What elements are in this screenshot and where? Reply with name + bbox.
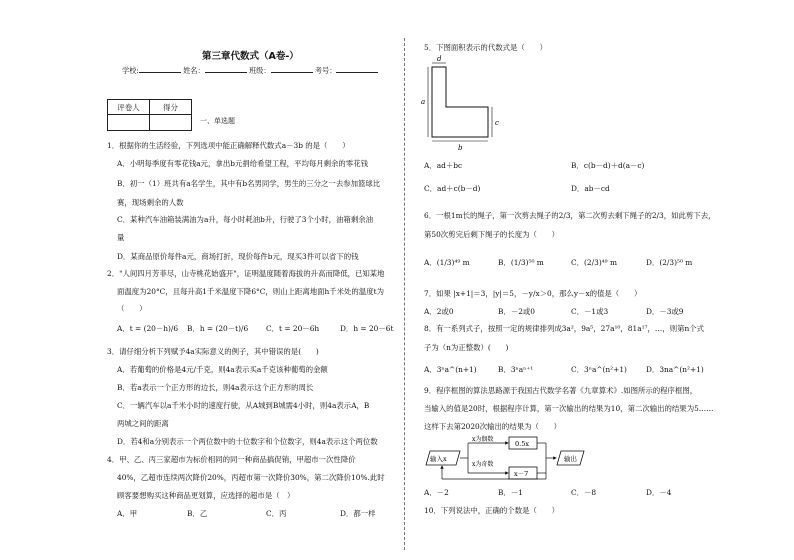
- q9-option-b[interactable]: B．－1: [498, 488, 523, 497]
- q7-option-b[interactable]: B．－2或0: [498, 307, 536, 316]
- exam-no-label: 考号：: [314, 66, 337, 75]
- flow-odd: x为奇数: [472, 461, 494, 468]
- question-2-stem-end: （ ）: [117, 304, 147, 313]
- q8-option-b[interactable]: B．3ⁿaⁿ⁺¹: [498, 365, 534, 374]
- question-6-stem-cont: 第50次剪完后剩下绳子的长度为（ ）: [424, 230, 560, 239]
- question-2-stem: 2．"人间四月芳菲尽，山寺桃花始盛开"，证明温度随着海拔的升高而降低，已知某地: [107, 269, 385, 278]
- q9-option-d[interactable]: D．－4: [646, 488, 672, 497]
- label-c: c: [495, 119, 499, 127]
- question-4-stem: 4．甲、乙、丙三家超市为标价相同的同一种商品搞促销，甲超市一次性降价: [107, 455, 356, 464]
- q3-option-a[interactable]: A．若葡萄的价格是4元/千克，则4a表示买a千克该种葡萄的金额: [117, 365, 328, 374]
- grade-table: [107, 99, 192, 131]
- reviewer-cell: 评卷人: [108, 100, 150, 115]
- q4-option-a[interactable]: A．甲: [117, 509, 138, 518]
- question-7-stem: 7．如果 |x+1|＝3，|y|＝5，－y/x＞0，那么y－x的值是（ ）: [424, 289, 642, 298]
- question-4-stem-cont: 40%，乙超市连续两次降价20%，丙超市第一次降价30%，第二次降价10%.此时: [117, 473, 385, 482]
- q7-option-d[interactable]: D．－3或9: [646, 307, 684, 316]
- question-6-stem: 6．一根1m长的绳子，第一次剪去绳子的2/3，第二次剪去剩下绳子的2/3，如此剪下去，: [424, 211, 716, 220]
- q5-option-a[interactable]: A．ad＋bc: [424, 161, 463, 170]
- flow-output: 输出: [564, 455, 577, 463]
- q3-option-c[interactable]: C．一辆汽车以a千米小时的速度行驶，从A城到B城需4小时，则4a表示A，B: [117, 401, 370, 410]
- flow-half: 0.5x: [515, 440, 530, 448]
- q1-option-c[interactable]: C．某种汽车油箱装满油为a升，每小时耗油b升，行驶了3个小时，油箱剩余油: [117, 215, 373, 224]
- q1-option-b-cont: 赛，现场剩余的人数: [117, 198, 184, 207]
- question-5-stem: 5．下图面积表示的代数式是（ ）: [424, 43, 547, 52]
- label-b: b: [458, 144, 463, 152]
- q2-option-b[interactable]: B．h = (20－t)/6: [187, 324, 249, 333]
- reviewer-blank[interactable]: [108, 115, 150, 131]
- question-9-stem-cont: 当输入的值是20时，根据程序计算，第一次输出的结果为10，第二次输出的结果为5……: [424, 404, 714, 413]
- q8-option-d[interactable]: D．3na^(n²+1): [646, 365, 704, 374]
- q4-option-d[interactable]: D．都一样: [340, 509, 376, 518]
- q3-option-d[interactable]: D．若4和a分别表示一个两位数中的十位数字和个位数字，则4a表示这个两位数: [117, 437, 378, 446]
- q7-option-a[interactable]: A．2或0: [424, 307, 454, 316]
- q8-option-a[interactable]: A．3ⁿa^(n+1): [424, 365, 477, 374]
- question-4-stem-end: 顾客要想购买这种商品更划算，应选择的超市是（ ）: [117, 491, 295, 500]
- question-3-stem: 3．请仔细分析下列赋予4a实际意义的例子，其中错误的是( ): [107, 347, 319, 356]
- flow-minus: x－7: [514, 470, 529, 478]
- q5-option-c[interactable]: C．ad＋c(b－d): [424, 184, 481, 193]
- student-info: [122, 66, 378, 76]
- question-9-stem-end: 这样下去第2020次输出的结果为（ ）: [424, 422, 562, 431]
- q2-option-d[interactable]: D．h = 20－6t: [340, 324, 394, 333]
- q5-option-b[interactable]: B．c(b－d)＋d(a－c): [571, 161, 645, 170]
- q5-option-d[interactable]: D．ab－cd: [571, 184, 610, 193]
- page-title: 第三章代数式（A卷-）: [202, 51, 299, 62]
- school-blank[interactable]: [139, 72, 181, 73]
- name-blank[interactable]: [205, 72, 247, 73]
- flowchart: [422, 433, 622, 481]
- q6-option-d[interactable]: D．(2/3)⁵⁰ m: [646, 258, 693, 267]
- question-10-stem: 10．下列说法中，正确的个数是（ ）: [424, 506, 560, 515]
- q1-option-d[interactable]: D．某商品原价每件a元，商场打折，现价每件b元，现买3件可以省下的钱: [117, 252, 359, 261]
- q3-option-b[interactable]: B．若a表示一个正方形的边长，则4a表示这个正方形的周长: [117, 383, 314, 392]
- class-blank[interactable]: [271, 72, 313, 73]
- question-8-stem: 8．有一系列式子，按照一定的规律排列成3a²，9a⁵，27a¹⁰，81a¹⁷，…，则第n个式: [424, 324, 705, 333]
- flow-input: 输入x: [430, 455, 447, 463]
- q9-option-c[interactable]: C．－8: [571, 488, 597, 497]
- q2-option-a[interactable]: A．t = (20－h)/6: [117, 324, 179, 333]
- label-a: a: [421, 98, 426, 106]
- exam-no-blank[interactable]: [336, 72, 378, 73]
- question-1-stem: 1．根据你的生活经验，下列选项中能正确解释代数式a－3b 的是（ ）: [107, 141, 350, 150]
- label-d: d: [437, 55, 442, 63]
- q2-option-c[interactable]: C．t = 20－6h: [266, 324, 320, 333]
- q7-option-c[interactable]: C．－1或3: [571, 307, 609, 316]
- q1-option-b[interactable]: B．初一（1）班共有a名学生，其中有b名男同学，男生的三分之一去参加篮球比: [117, 179, 381, 188]
- q6-option-a[interactable]: A．(1/3)⁴⁹ m: [424, 258, 470, 267]
- q4-option-c[interactable]: C．丙: [266, 509, 287, 518]
- school-label: 学校:: [122, 66, 139, 75]
- column-divider: [404, 38, 405, 550]
- name-label: 姓名：: [183, 66, 205, 75]
- q1-option-c-cont: 量: [117, 233, 125, 242]
- q6-option-b[interactable]: B．(1/3)⁵⁰ m: [498, 258, 544, 267]
- question-8-stem-cont: 子为（n为正整数）( ): [424, 343, 509, 352]
- q4-option-b[interactable]: B．乙: [187, 509, 208, 518]
- class-label: 班级：: [248, 66, 271, 75]
- flow-even: x为偶数: [472, 436, 494, 443]
- question-9-stem: 9．程序框图的算法思路源于我国古代数学名著《九章算术》.如图所示的程序框图，: [424, 386, 698, 395]
- q6-option-c[interactable]: C．(2/3)⁴⁹ m: [571, 258, 617, 267]
- q1-option-a[interactable]: A．小明每季度有零花钱a元，拿出b元捐给希望工程，平均每月剩余的零花钱: [117, 159, 368, 168]
- question-2-stem-cont: 面温度为20°C，且每升高1千米温度下降6°C，则山上距离地面h千米处的温度t为: [117, 287, 384, 296]
- score-cell: 得分: [150, 100, 192, 115]
- section-heading: 一、单选题: [200, 117, 235, 125]
- score-blank[interactable]: [150, 115, 192, 131]
- q3-option-c-cont: 两城之间的距离: [117, 419, 169, 428]
- l-shape-figure: [418, 55, 508, 155]
- q9-option-a[interactable]: A．－2: [424, 488, 449, 497]
- q8-option-c[interactable]: C．3ⁿa^(n²+1): [571, 365, 627, 374]
